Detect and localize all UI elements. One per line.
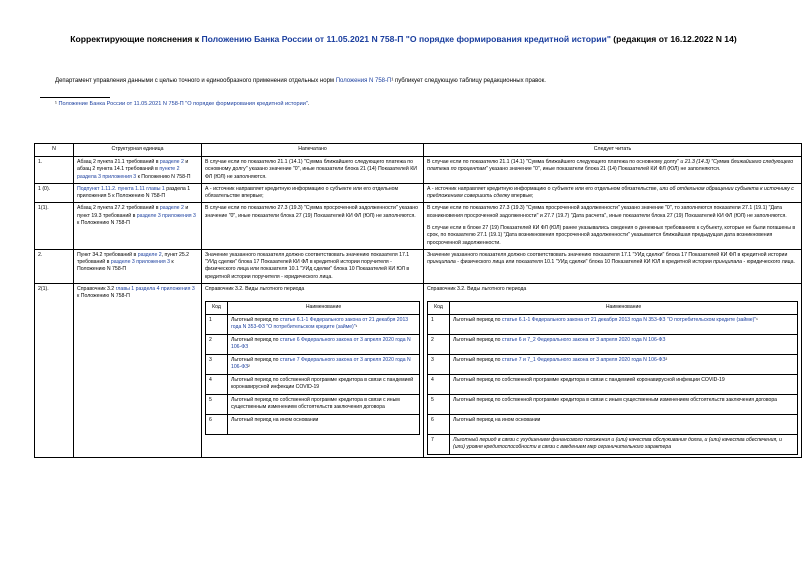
- reference-name: Льготный период по статье 6.1-1 Федерального закона от 21 декабря 2013 года N 353-ФЗ "О потребительском кредите (займе)"¹: [228, 315, 420, 335]
- reference-name: Льготный период по собственной программе кредитора в связи с иным существенным изменением обстоятельств заключения договора: [228, 395, 420, 415]
- reference-row: [206, 355, 420, 375]
- row-printed: В случае если по показателю 27.3 (19.3) "Сумма просроченной задолженности" указано значение "0", иные показатели блока 27 (19) Показателей КИ ФЛ (ЮЛ) не заполняются.: [202, 203, 424, 249]
- footnote-mark: ¹: [55, 101, 57, 107]
- reference-name: Льготный период по собственной программе кредитора в связи с пандемией коронавирусной инфекции COVID-19: [228, 375, 420, 395]
- sub-header-name: Наименование: [228, 302, 420, 315]
- row-unit: Подпункт 1.11.2. пункта 1.11 главы 1 раздела 1 приложения 5 к Положению N 758-П: [74, 183, 202, 203]
- reference-name: Льготный период на ином основании: [228, 415, 420, 435]
- header-correct: Следует читать: [424, 144, 802, 157]
- row-printed: А - источник направляет кредитную информацию о субъекте или его отдельном обязательстве впервые;: [202, 183, 424, 203]
- printed-reference-table: [205, 301, 420, 435]
- footnote-divider: [40, 97, 110, 98]
- intro-paragraph: [55, 78, 546, 84]
- row-correct: В случае если по показателю 27.3 (19.3) "Сумма просроченной задолженности" указано значение "0", то заполняются показатели 27.1 (19.1) "Дата возникновения просроченной задолженности" и 27.7 (19.7) "Дата расчета", иные показатели блока 27 (19) Показателей КИ ФЛ (ЮЛ) не заполняются. В случае если в блоке 27 (19) Показателей КИ ФЛ (ЮЛ) ранее указывались сведения о денежных требованиях к субъекту, которые не были погашены в срок, по показателю 27.1 (19.1) "Дата возникновения просроченной задолженности" указывается ближайшая предыдущая дата возникновения просроченной задолженности.: [424, 203, 802, 249]
- row-unit: Абзац 2 пункта 27.2 требований в разделе 2 и пункт 19.3 требований в разделе 3 приложения 3 к Положению N 758-П: [74, 203, 202, 249]
- reference-row: [428, 375, 798, 395]
- reference-code: 1: [428, 315, 450, 335]
- row-number: 2(1).: [35, 283, 74, 457]
- reference-code: 4: [206, 375, 228, 395]
- reference-name: Льготный период по статье 7 Федерального закона от 3 апреля 2020 года N 106-ФЗ²: [228, 355, 420, 375]
- reference-code: 5: [206, 395, 228, 415]
- reference-row: [428, 315, 798, 335]
- row-correct: В случае если по показателю 21.1 (14.1) "Сумма ближайшего следующего платежа по основному долгу" и 21.3 (14.3) "Сумма ближайшего следующего платежа по процентам" указано значение "0", иные показатели блока 21 (14) Показателей КИ ФЛ (ЮЛ) не заполняются.: [424, 157, 802, 184]
- law-link[interactable]: статье 6.1-1 Федерального закона от 21 декабря 2013 года N 353-ФЗ "О потребительском кредите (займе)": [501, 317, 757, 324]
- row-number: 1.: [35, 157, 74, 184]
- reference-row: [428, 355, 798, 375]
- reference-name: Льготный период на ином основании: [450, 415, 798, 435]
- reference-name: Льготный период по собственной программе кредитора в связи с пандемией коронавирусной инфекции COVID-19: [450, 375, 798, 395]
- correct-reference-table: [427, 301, 798, 455]
- reference-code: 6: [428, 415, 450, 435]
- reference-code: 7: [428, 435, 450, 455]
- row-number: 2.: [35, 249, 74, 283]
- reference-row: [206, 315, 420, 335]
- reference-code: 3: [428, 355, 450, 375]
- row-unit: Абзац 2 пункта 21.1 требований в разделе 2 и абзац 2 пункта 14.1 требований в пункте 2 раздела 3 приложения 3 к Положению N 758-П: [74, 157, 202, 184]
- reference-name: Льготный период в связи с ухудшением финансового положения и (или) качества обслуживания долга, и (или) качества обеспечения, и (или) уровня кредитоспособности в связи с введением мер ограничительного характера: [450, 435, 798, 455]
- reference-name: Льготный период по статье 6 и 7_2 Федерального закона от 3 апреля 2020 года N 106-ФЗ: [450, 335, 798, 355]
- reference-row: [428, 415, 798, 435]
- title-prefix: Корректирующие пояснения к: [70, 34, 202, 44]
- reference-code: 2: [206, 335, 228, 355]
- title-regulation-link[interactable]: Положению Банка России от 11.05.2021 N 758-П "О порядке формирования кредитной истории": [201, 34, 611, 44]
- reference-name: Льготный период по статье 6.1-1 Федерального закона от 21 декабря 2013 года N 353-ФЗ "О потребительском кредите (займе)"¹: [450, 315, 798, 335]
- row-correct: А - источник направляет кредитную информацию о субъекте или его отдельном обязательстве, или об отдельном обращении субъекта к источнику с предложением совершить сделку впервые;: [424, 183, 802, 203]
- reference-name: Льготный период по статье 7 и 7_1 Федерального закона от 3 апреля 2020 года N 106-ФЗ²: [450, 355, 798, 375]
- reference-row: [206, 375, 420, 395]
- row-correct: [424, 283, 802, 457]
- row-printed: [202, 283, 424, 457]
- reference-row: [428, 395, 798, 415]
- unit-link[interactable]: разделе 2: [159, 205, 184, 212]
- unit-link[interactable]: разделе 2: [137, 251, 162, 258]
- footnote-link[interactable]: Положение Банка России от 11.05.2021 N 758-П "О порядке формирования кредитной истории": [58, 101, 308, 107]
- sub-header-code: Код: [206, 302, 228, 315]
- reference-row: [206, 335, 420, 355]
- reference-code: 1: [206, 315, 228, 335]
- law-link[interactable]: статье 6 Федерального закона от 3 апреля 2020 года N 106-ФЗ: [231, 337, 411, 351]
- unit-link[interactable]: главы 1 раздела 4 приложения 3: [115, 285, 195, 292]
- intro-text-end: ¹ публикует следующую таблицу редакционных правок.: [391, 78, 546, 84]
- row-number: 1(1).: [35, 203, 74, 249]
- table-row: [35, 249, 802, 283]
- title-suffix: (редакция от 16.12.2022 N 14): [610, 34, 737, 44]
- footnote-end: .: [307, 101, 310, 107]
- law-link[interactable]: статье 6.1-1 Федерального закона от 21 декабря 2013 года N 353-ФЗ "О потребительском кредите (займе)": [231, 317, 409, 331]
- table-row: [35, 203, 802, 249]
- row-unit: Пункт 34.2 требований в разделе 2, пункт 25.2 требований в разделе 3 приложения 3 к Положению N 758-П: [74, 249, 202, 283]
- unit-link[interactable]: разделе 2: [159, 159, 184, 165]
- reference-row: [428, 335, 798, 355]
- table-row: [35, 157, 802, 184]
- sub-header-name: Наименование: [450, 302, 798, 315]
- footnote: [55, 101, 309, 107]
- table-header-row: [35, 144, 802, 157]
- intro-regulation-link[interactable]: Положения N 758-П: [335, 78, 392, 84]
- law-link[interactable]: статье 7 и 7_1 Федерального закона от 3 апреля 2020 года N 106-ФЗ: [501, 357, 666, 364]
- reference-name: Льготный период по статье 6 Федерального закона от 3 апреля 2020 года N 106-ФЗ: [228, 335, 420, 355]
- table-row: [35, 283, 802, 457]
- correct-reference-title: Справочник 3.2. Виды льготного периода: [427, 285, 527, 292]
- reference-code: 6: [206, 415, 228, 435]
- header-printed: Напечатано: [202, 144, 424, 157]
- row-unit: Справочник 3.2 главы 1 раздела 4 приложения 3 к Положению N 758-П: [74, 283, 202, 457]
- law-link[interactable]: статье 6 и 7_2 Федерального закона от 3 апреля 2020 года N 106-ФЗ: [501, 337, 666, 344]
- sub-header-code: Код: [428, 302, 450, 315]
- reference-code: 3: [206, 355, 228, 375]
- reference-row: [206, 395, 420, 415]
- reference-name: Льготный период по собственной программе кредитора в связи с иным существенным изменением обстоятельств заключения договора: [450, 395, 798, 415]
- row-correct: Значение указанного показателя должно соответствовать значению показателя 17.1 "УИд сделки" блока 17 Показателей КИ ФЛ в кредитной истории принципала - физического лица или показателя 10.1 "УИд сделки" блока 10 Показателей КИ ЮЛ в кредитной истории принципала - юридического лица.: [424, 249, 802, 283]
- header-number: N: [35, 144, 74, 157]
- page-title: [0, 34, 807, 44]
- header-unit: Структурная единица: [74, 144, 202, 157]
- law-link[interactable]: статье 7 Федерального закона от 3 апреля 2020 года N 106-ФЗ: [231, 357, 411, 371]
- reference-row: [428, 435, 798, 455]
- table-row: [35, 183, 802, 203]
- intro-text: Департамент управления данными с целью точного и единообразного применения отдельных норм: [55, 78, 336, 84]
- reference-code: 4: [428, 375, 450, 395]
- row-printed: Значение указанного показателя должно соответствовать значению показателя 17.1 "УИд сделки" блока 17 Показателей КИ ФЛ в кредитной истории поручителя - физического лица или показателя 10.1 "УИд сделки" блока 10 Показателей КИ ЮЛ в кредитной истории поручителя - юридического лица.: [202, 249, 424, 283]
- unit-link[interactable]: разделе 3 приложения 3: [110, 259, 170, 266]
- row-number: 1 (0).: [35, 183, 74, 203]
- reference-code: 2: [428, 335, 450, 355]
- unit-link[interactable]: Подпункт 1.11.2. пункта 1.11 главы 1: [77, 185, 165, 192]
- corrections-table: [34, 143, 802, 458]
- row-printed: В случае если по показателю 21.1 (14.1) "Сумма ближайшего следующего платежа по основному долгу" указано значение "0", иные показатели блока 21 (14) Показателей КИ ФЛ (ЮЛ) не заполняются.: [202, 157, 424, 184]
- unit-link[interactable]: пункте 2 раздела 3 приложения 3: [77, 166, 180, 180]
- reference-row: [206, 415, 420, 435]
- unit-link[interactable]: разделе 3 приложения 3: [136, 212, 196, 219]
- reference-code: 5: [428, 395, 450, 415]
- printed-reference-title: Справочник 3.2. Виды льготного периода: [205, 285, 305, 292]
